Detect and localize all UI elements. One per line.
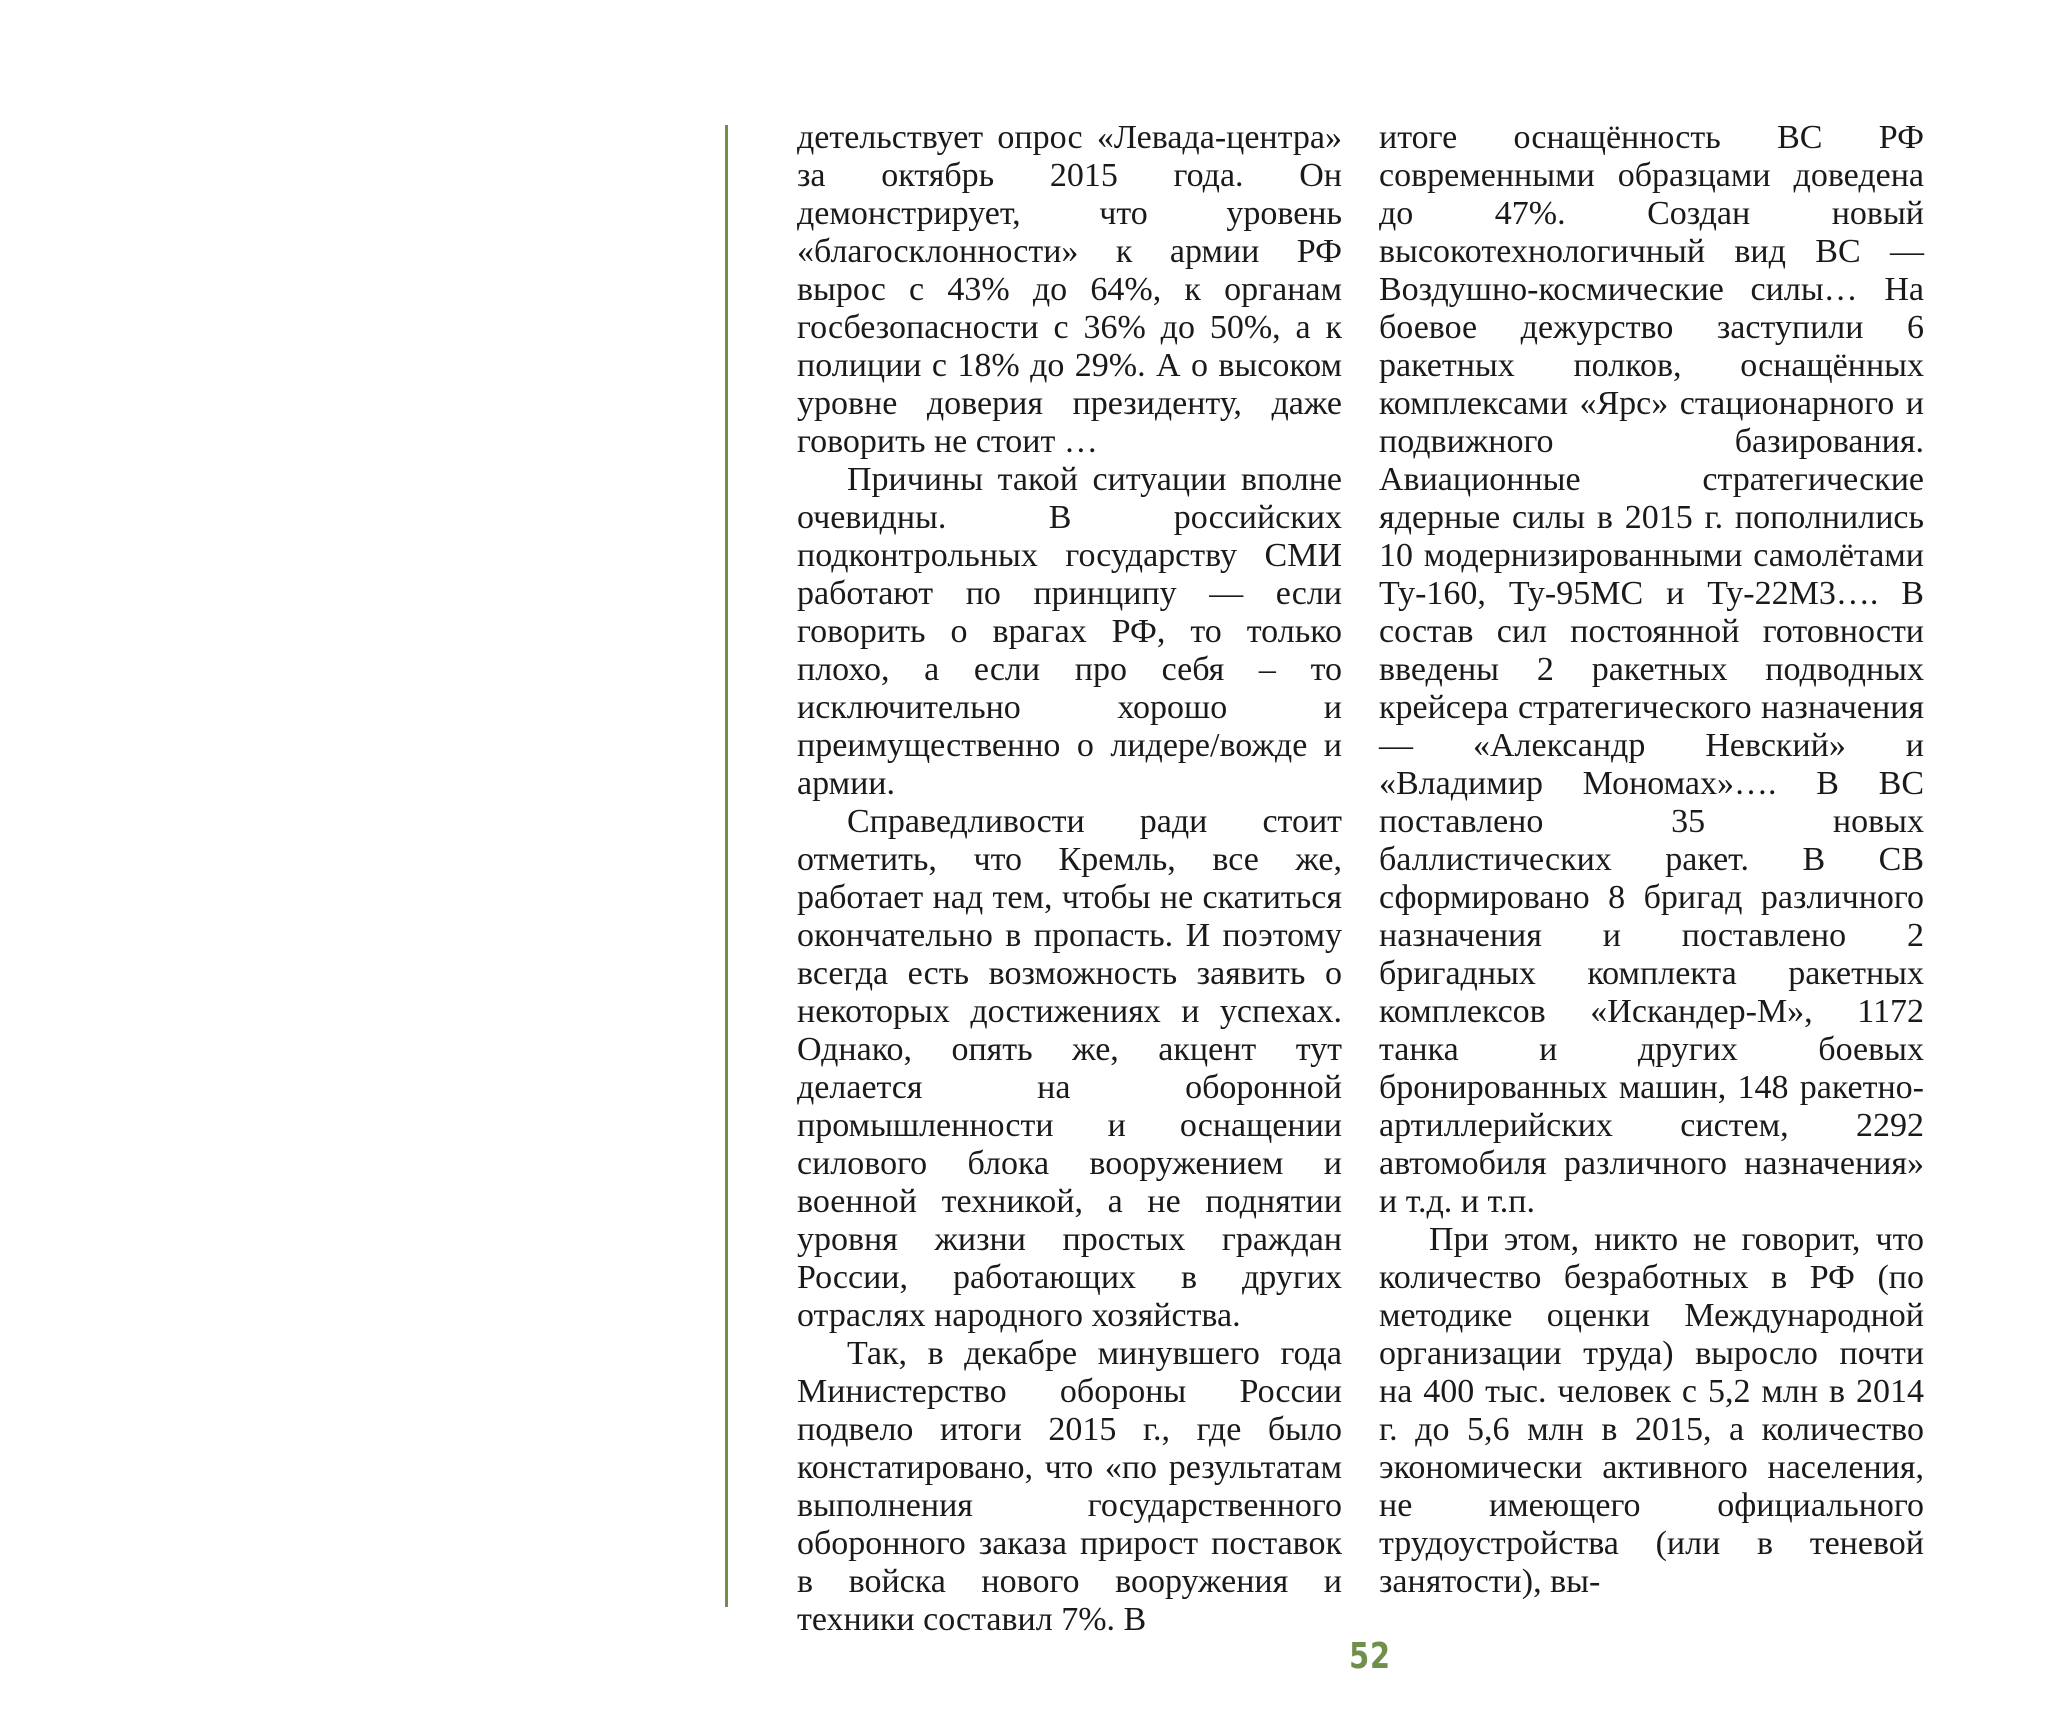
paragraph: детельствует опрос «Левада-центра» за октябрь 2015 года. Он демонстрирует, что уровень «благосклонности» к армии РФ вырос с 43% до 64%, к органам госбезопасности с 36% до 50%, а к полиции с 18% до 29%. А о высоком уровне доверия президенту, даже говорить не стоит …: [797, 119, 1342, 460]
right-column: [1379, 119, 1924, 1601]
vertical-rule: [725, 125, 728, 1607]
paragraph: При этом, никто не говорит, что количество безработных в РФ (по методике оценки Международной организации труда) выросло почти на 400 тыс. человек с 5,2 млн в 2014 г. до 5,6 млн в 2015, а количество экономически активного населения, не имеющего официального трудоустройства (или в теневой занятости), вы-: [1379, 1221, 1924, 1600]
left-column: [797, 119, 1342, 1639]
paragraph: Причины такой ситуации вполне очевидны. В российских подконтрольных государству СМИ работают по принципу — если говорить о врагах РФ, то только плохо, а если про себя – то исключительно хорошо и преимущественно о лидере/вожде и армии.: [797, 461, 1342, 802]
paragraph: итоге оснащённость ВС РФ современными образцами доведена до 47%. Создан новый высокотехнологичный вид ВС — Воздушно-космические силы… На боевое дежурство заступили 6 ракетных полков, оснащённых комплексами «Ярс» стационарного и подвижного базирования. Авиационные стратегические ядерные силы в 2015 г. пополнились 10 модернизированными самолётами Ту-160, Ту-95МС и Ту-22М3…. В состав сил постоянной готовности введены 2 ракетных подводных крейсера стратегического назначения — «Александр Невский» и «Владимир Мономах»…. В ВС поставлено 35 новых баллистических ракет. В СВ сформировано 8 бригад различного назначения и поставлено 2 бригадных комплекта ракетных комплексов «Искандер-М», 1172 танка и других боевых бронированных машин, 148 ракетно-артиллерийских систем, 2292 автомобиля различного назначения» и т.д. и т.п.: [1379, 119, 1924, 1220]
page-number: 52: [1349, 1636, 1391, 1677]
paragraph: Справедливости ради стоит отметить, что Кремль, все же, работает над тем, чтобы не скатиться окончательно в пропасть. И поэтому всегда есть возможность заявить о некоторых достижениях и успехах. Однако, опять же, акцент тут делается на оборонной промышленности и оснащении силового блока вооружением и военной техникой, а не поднятии уровня жизни простых граждан России, работающих в других отраслях народного хозяйства.: [797, 803, 1342, 1334]
paragraph: Так, в декабре минувшего года Министерство обороны России подвело итоги 2015 г., где было констатировано, что «по результатам выполнения государственного оборонного заказа прирост поставок в войска нового вооружения и техники составил 7%. В: [797, 1335, 1342, 1638]
